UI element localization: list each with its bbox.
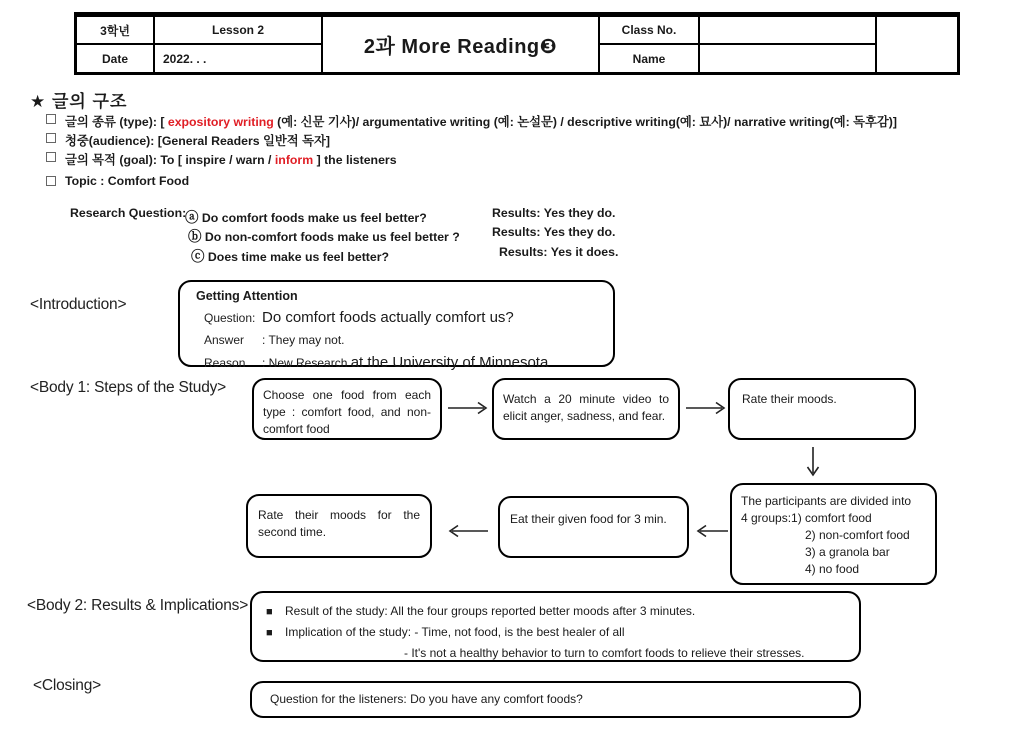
intro-question-row: Question: Do comfort foods actually comfort us? bbox=[204, 309, 514, 326]
result-line: ■ Result of the study: All the four groups reported better moods after 3 minutes. bbox=[266, 601, 849, 622]
research-question-label: Research Question: bbox=[70, 206, 187, 220]
checkbox-type[interactable] bbox=[46, 114, 56, 124]
date-field[interactable]: 2022. . . bbox=[155, 45, 323, 72]
square-bullet-icon: ■ bbox=[266, 627, 273, 639]
flow-step-divide-groups: The participants are divided into 4 groups:1) comfort food 2) non-comfort food 3) a granola bar 4) no food bbox=[730, 483, 937, 585]
date-label: Date bbox=[77, 45, 155, 72]
goal-line-text: 글의 목적 (goal): To [ inspire / warn / inform ] the listeners bbox=[65, 153, 397, 167]
introduction-label: <Introduction> bbox=[30, 296, 127, 313]
flow-step-eat-food: Eat their given food for 3 min. bbox=[498, 496, 689, 558]
intro-reason-row: Reason : New Research at the University of Minnesota bbox=[204, 354, 549, 371]
intro-reason-text: : New Research at the University of Minnesota bbox=[262, 354, 549, 371]
checkbox-topic[interactable] bbox=[46, 176, 56, 186]
implication-line-2: - It's not a healthy behavior to turn to comfort foods to relieve their stresses. bbox=[404, 646, 805, 660]
checkbox-audience[interactable] bbox=[46, 133, 56, 143]
research-result-c: Results: Yes it does. bbox=[499, 245, 619, 259]
name-label: Name bbox=[600, 45, 700, 72]
name-field[interactable] bbox=[700, 45, 877, 72]
arrow-down-icon bbox=[806, 447, 820, 477]
worksheet-title: 2과 More Reading❸ bbox=[323, 17, 600, 72]
flow-step-rate-second: Rate their moods for the second time. bbox=[246, 494, 432, 558]
flow-step-choose-food: Choose one food from each type : comfort food, and non-comfort food bbox=[252, 378, 442, 440]
goal-line bbox=[46, 150, 397, 168]
goal-answer: inform bbox=[274, 153, 314, 167]
arrow-left-icon bbox=[696, 524, 728, 538]
closing-box bbox=[250, 681, 861, 718]
topic-line-text: Topic : Comfort Food bbox=[65, 174, 190, 188]
body1-label: <Body 1: Steps of the Study> bbox=[30, 379, 227, 396]
audience-line-text: 청중(audience): [General Readers 일반적 독자] bbox=[65, 134, 330, 148]
type-line-text: 글의 종류 (type): [ expository writing (예: 신문 기사)/ argumentative writing (예: 논설문) / descriptive writing(예: 묘사)/ narrative writing(예: 독후감)] bbox=[65, 115, 897, 129]
lesson-cell: Lesson 2 bbox=[155, 17, 323, 45]
arrow-right-icon bbox=[686, 401, 726, 415]
header-blank-cell bbox=[877, 17, 957, 72]
research-result-b: Results: Yes they do. bbox=[492, 225, 616, 239]
marker-c: ⓒ bbox=[191, 249, 205, 264]
square-bullet-icon: ■ bbox=[266, 606, 273, 618]
flow-step-rate-moods: Rate their moods. bbox=[728, 378, 916, 440]
research-question-b: ⓑ Do non-comfort foods make us feel better ? bbox=[188, 229, 460, 244]
grade-cell: 3학년 bbox=[77, 17, 155, 45]
closing-question-text: Question for the listeners: Do you have any comfort foods? bbox=[270, 692, 583, 706]
audience-line bbox=[46, 131, 330, 149]
arrow-left-icon bbox=[448, 524, 488, 538]
header-table bbox=[74, 12, 960, 75]
getting-attention-title: Getting Attention bbox=[196, 289, 298, 303]
research-row-2 bbox=[0, 225, 1016, 243]
section-heading-structure: ★ 글의 구조 bbox=[30, 92, 128, 111]
intro-answer-row: Answer : They may not. bbox=[204, 333, 345, 347]
checkbox-goal[interactable] bbox=[46, 152, 56, 162]
body2-box bbox=[250, 591, 861, 662]
research-result-a: Results: Yes they do. bbox=[492, 206, 616, 220]
topic-line bbox=[46, 174, 189, 188]
marker-b: ⓑ bbox=[188, 229, 202, 244]
research-row-3 bbox=[0, 245, 1016, 263]
research-question-a: ⓐ Do comfort foods make us feel better? bbox=[185, 210, 427, 225]
class-no-field[interactable] bbox=[700, 17, 877, 45]
class-no-label: Class No. bbox=[600, 17, 700, 45]
type-line bbox=[46, 112, 897, 130]
arrow-right-icon bbox=[448, 401, 488, 415]
research-question-c: ⓒ Does time make us feel better? bbox=[191, 249, 390, 264]
type-answer: expository writing bbox=[167, 115, 274, 129]
closing-label: <Closing> bbox=[33, 677, 101, 694]
research-row-1 bbox=[0, 206, 1016, 224]
introduction-box bbox=[178, 280, 615, 371]
body2-label: <Body 2: Results & Implications> bbox=[27, 597, 249, 614]
flow-step-watch-video: Watch a 20 minute video to elicit anger, sadness, and fear. bbox=[492, 378, 680, 440]
marker-a: ⓐ bbox=[185, 210, 199, 225]
implication-line: ■ Implication of the study: - Time, not food, is the best healer of all bbox=[266, 622, 849, 643]
